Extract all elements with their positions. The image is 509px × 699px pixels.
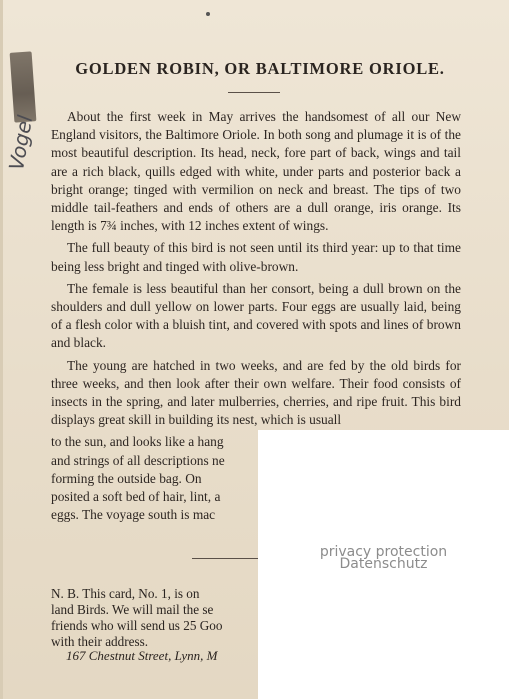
footer-line-4: with their address. (51, 634, 149, 649)
footer-rule (192, 558, 260, 559)
truncated-line-5: eggs. The voyage south is mac (51, 507, 216, 523)
paragraph-4: The young are hatched in two weeks, and are fed by the old birds for three weeks, and then look after their own welfare. Their food consists of insects in the spring, and later mulberries, cherries, and ripe fruit. This bird displays great skill in building its nest, which is usuall (51, 357, 461, 428)
publisher-address: 167 Chestnut Street, Lynn, M (66, 648, 218, 663)
privacy-text-de: Datenschutz (339, 556, 428, 572)
card-title: GOLDEN ROBIN, OR BALTIMORE ORIOLE. (75, 59, 445, 78)
privacy-text: privacy protection (319, 544, 448, 560)
footer-line-2: land Birds. We will mail the se (51, 602, 214, 617)
footer-line-3: friends who will send us 25 Goo (51, 618, 223, 633)
handwritten-note: Vogel (4, 113, 38, 173)
truncated-line-2: and strings of all descriptions ne (51, 452, 225, 468)
pin-hole (206, 12, 210, 16)
paragraph-2: The full beauty of this bird is not seen until its third year: up to that time being less bright and tinged with olive-brown. (51, 240, 461, 274)
truncated-line-1: to the sun, and looks like a hang (51, 434, 224, 450)
card-edge (0, 0, 3, 699)
paragraph-1: About the first week in May arrives the handsomest of all our New England visitors, the Baltimore Oriole. In both song and plumage it is of the most beautiful description. Its head, neck, fore part of back, wings and tail are a rich black, quills edged with white, under parts and posterior back a bright orange; tinged with vermilion on neck and breast. The tips of two middle tail-feathers and ends of others are a dull orange, iris orange. Its length is 7¾ inches, with 12 inches extent of wings. (51, 109, 461, 234)
privacy-overlay (258, 430, 509, 699)
paragraph-3: The female is less beautiful than her consort, being a dull brown on the shoulders and dull yellow on lower parts. Four eggs are usually laid, being of a flesh color with a bluish tint, and covered with spots and lines of brown and black. (51, 280, 461, 351)
truncated-line-3: forming the outside bag. On (51, 470, 202, 486)
footer-line-1: N. B. This card, No. 1, is on (51, 586, 200, 601)
title-rule (228, 92, 280, 93)
truncated-line-4: posited a soft bed of hair, lint, a (51, 489, 221, 505)
